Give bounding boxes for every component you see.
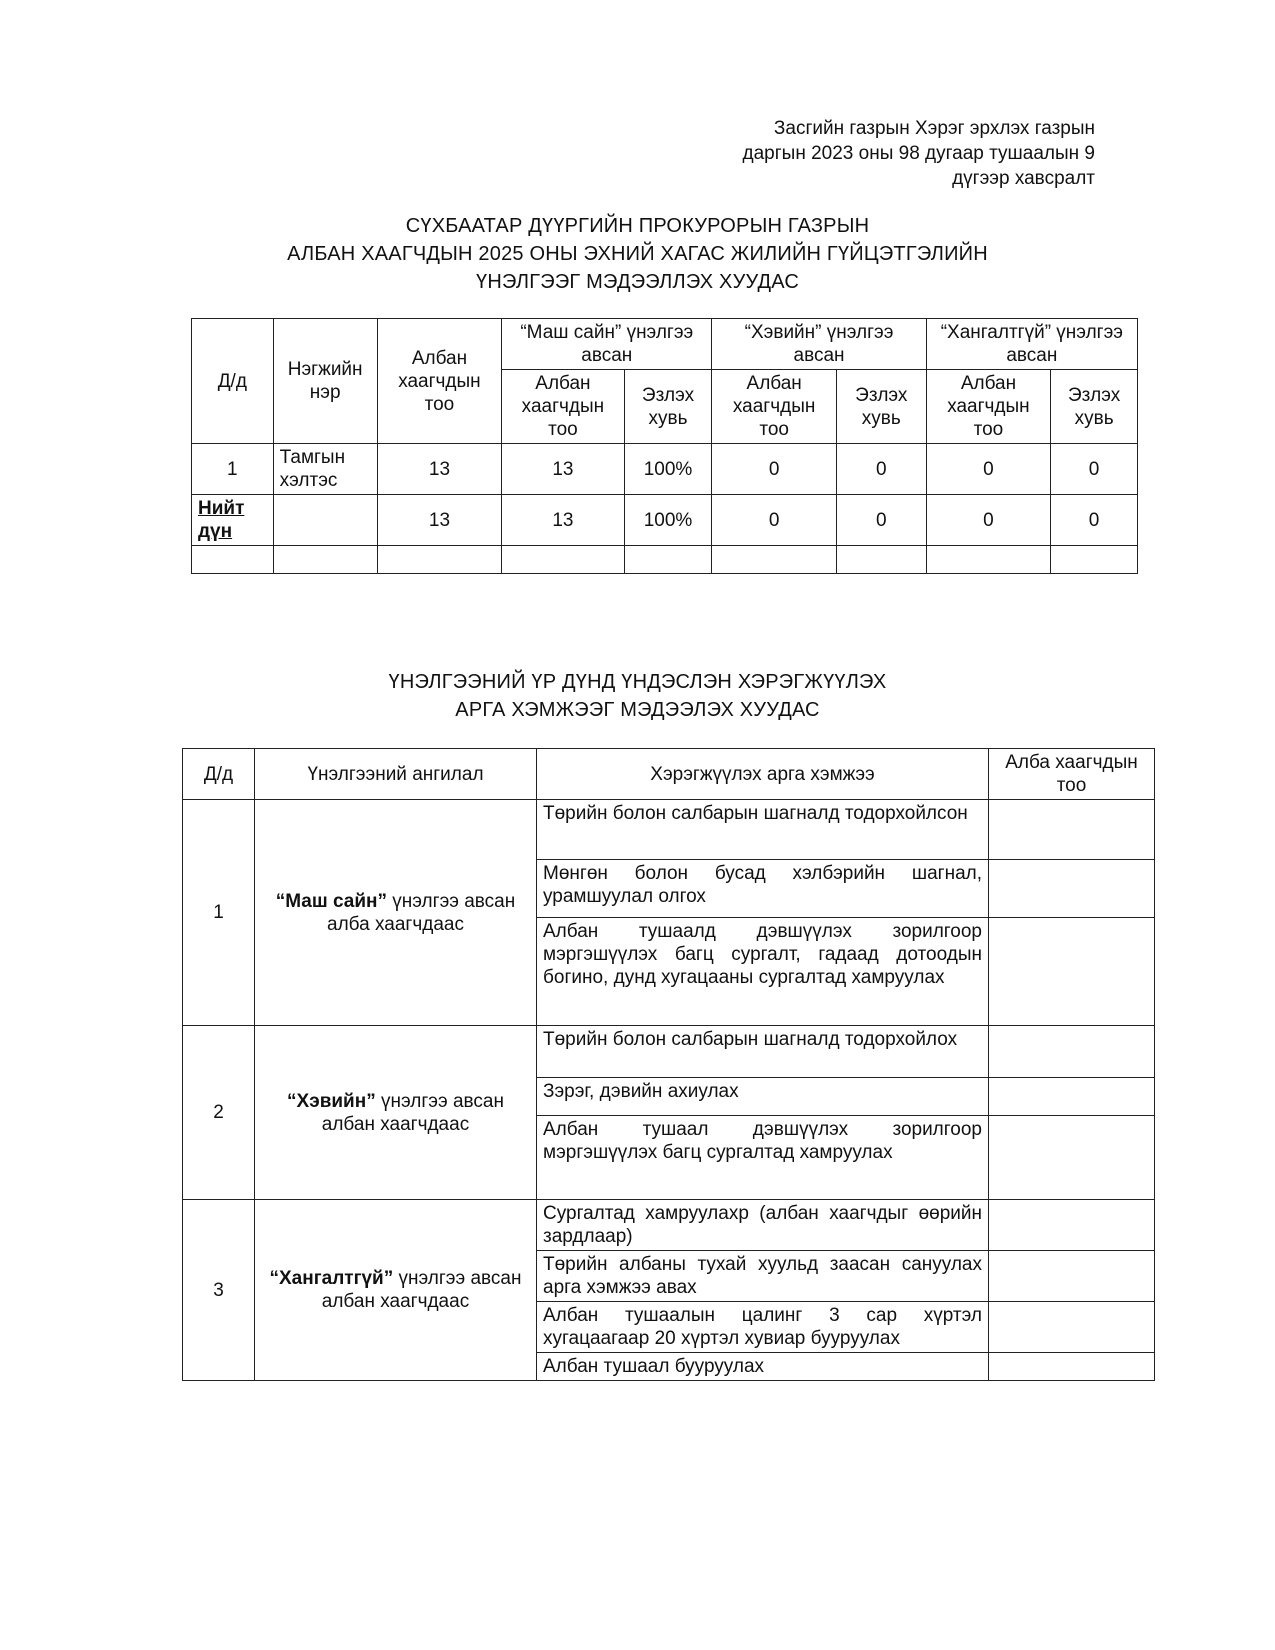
header-staff-count: Албан хаагчдын тоо [377,319,501,444]
total-poor-count: 0 [926,495,1050,546]
measures-title-line2: АРГА ХЭМЖЭЭГ МЭДЭЭЛЭХ ХУУДАС [455,699,820,721]
row-excellent-count: 13 [502,444,624,495]
table-row [183,1026,1155,1078]
measure-count [989,1116,1155,1200]
table-row [183,800,1155,860]
row-excellent-share: 100% [624,444,712,495]
measure-count [989,1353,1155,1381]
header-dd: Д/д [192,319,274,444]
measures-title [0,668,1275,724]
total-poor-share: 0 [1051,495,1138,546]
measure-count [989,1026,1155,1078]
total-unit-empty [273,495,377,546]
header-normal: “Хэвийн” үнэлгээ авсан [712,319,926,370]
total-row [192,495,1138,546]
measure-text: Сургалтад хамруулахр (албан хаагчдыг өөрийн зардлаар) [537,1200,989,1251]
header-poor-count: Албан хаагчдын тоо [926,370,1050,444]
table-row [183,1200,1155,1251]
group-category: “Хэвийн” үнэлгээ авсан албан хаагчдаас [255,1026,537,1200]
header-poor-share: Эзлэх хувь [1051,370,1138,444]
row-normal-share: 0 [836,444,926,495]
total-label: Нийт дүн [192,495,274,546]
measure-text: Төрийн болон салбарын шагналд тодорхойлох [537,1026,989,1078]
measure-text: Төрийн албаны тухай хуульд заасан сануулах арга хэмжээ авах [537,1251,989,1302]
evaluation-summary-table [191,318,1138,574]
measure-text: Албан тушаал дэвшүүлэх зорилгоор мэргэшүүлэх багц сургалтад хамруулах [537,1116,989,1200]
measure-count [989,1200,1155,1251]
report-title [0,212,1275,296]
header-normal-count: Албан хаагчдын тоо [712,370,836,444]
row-poor-share: 0 [1051,444,1138,495]
report-title-line2: АЛБАН ХААГЧДЫН 2025 ОНЫ ЭХНИЙ ХАГАС ЖИЛИЙН ГҮЙЦЭТГЭЛИЙН [287,243,988,265]
measure-count [989,800,1155,860]
appendix-note-line3: дүгээр хавсралт [952,168,1095,189]
measure-text: Албан тушаал бууруулах [537,1353,989,1381]
report-title-line1: СҮХБААТАР ДҮҮРГИЙН ПРОКУРОРЫН ГАЗРЫН [405,215,870,237]
measure-count [989,860,1155,918]
header-unit-name: Нэгжийн нэр [273,319,377,444]
total-excellent-count: 13 [502,495,624,546]
header-dd: Д/д [183,749,255,800]
header-staff-count: Алба хаагчдын тоо [989,749,1155,800]
group-dd: 1 [183,800,255,1026]
group-category: “Маш сайн” үнэлгээ авсан алба хаагчдаас [255,800,537,1026]
measure-text: Зэрэг, дэвийн ахиулах [537,1078,989,1116]
header-category: Үнэлгээний ангилал [255,749,537,800]
measure-text: Мөнгөн болон бусад хэлбэрийн шагнал, урамшуулал олгох [537,860,989,918]
row-poor-count: 0 [926,444,1050,495]
measure-text: Төрийн болон салбарын шагналд тодорхойлсон [537,800,989,860]
header-excellent: “Маш сайн” үнэлгээ авсан [502,319,712,370]
header-normal-share: Эзлэх хувь [836,370,926,444]
measure-count [989,918,1155,1026]
appendix-note [743,116,1095,191]
measure-text: Албан тушаалын цалинг 3 сар хүртэл хугацаагаар 20 хүртэл хувиар бууруулах [537,1302,989,1353]
measure-count [989,1251,1155,1302]
total-normal-count: 0 [712,495,836,546]
appendix-note-line1: Засгийн газрын Хэрэг эрхлэх газрын [773,118,1095,139]
measure-count [989,1078,1155,1116]
header-excellent-count: Албан хаагчдын тоо [502,370,624,444]
measure-text: Албан тушаалд дэвшүүлэх зорилгоор мэргэшүүлэх багц сургалт, гадаад дотоодын богино, дунд хугацааны сургалтад хамруулах [537,918,989,1026]
row-unit: Тамгын хэлтэс [273,444,377,495]
row-dd: 1 [192,444,274,495]
total-normal-share: 0 [836,495,926,546]
total-staff: 13 [377,495,501,546]
appendix-note-line2: даргын 2023 оны 98 дугаар тушаалын 9 [742,143,1095,164]
row-normal-count: 0 [712,444,836,495]
table-row [192,444,1138,495]
header-excellent-share: Эзлэх хувь [624,370,712,444]
measure-count [989,1302,1155,1353]
group-dd: 3 [183,1200,255,1381]
report-title-line3: ҮНЭЛГЭЭГ МЭДЭЭЛЛЭХ ХУУДАС [476,271,799,293]
empty-row [192,546,1138,574]
total-excellent-share: 100% [624,495,712,546]
group-dd: 2 [183,1026,255,1200]
measures-title-line1: ҮНЭЛГЭЭНИЙ ҮР ДҮНД ҮНДЭСЛЭН ХЭРЭГЖҮҮЛЭХ [388,671,887,693]
measures-table [182,748,1155,1381]
header-poor: “Хангалтгүй” үнэлгээ авсан [926,319,1137,370]
header-measure: Хэрэгжүүлэх арга хэмжээ [537,749,989,800]
group-category: “Хангалтгүй” үнэлгээ авсан албан хаагчдаас [255,1200,537,1381]
row-staff: 13 [377,444,501,495]
